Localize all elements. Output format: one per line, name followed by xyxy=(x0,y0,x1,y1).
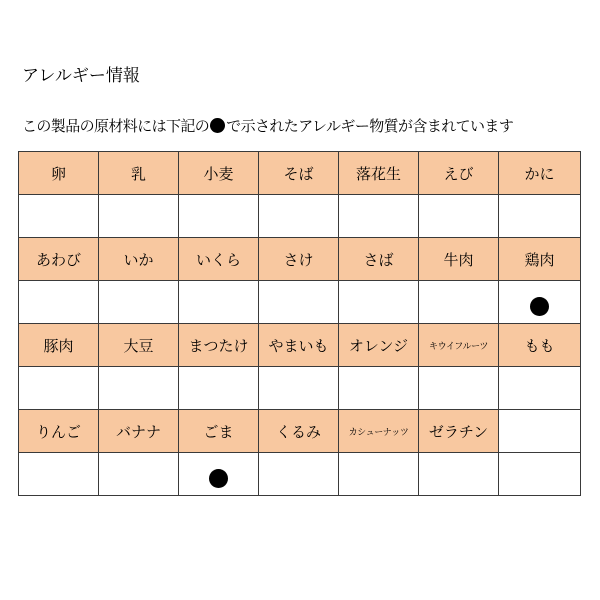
allergen-name-cell: やまいも xyxy=(259,324,339,367)
page-title: アレルギー情報 xyxy=(22,66,140,86)
contains-marker-icon xyxy=(530,297,549,316)
allergen-name-row xyxy=(19,324,581,367)
allergen-mark-cell xyxy=(259,281,339,324)
allergen-mark-cell xyxy=(499,453,581,496)
allergen-mark-cell xyxy=(419,367,499,410)
allergen-name-cell: そば xyxy=(259,152,339,195)
allergen-mark-cell xyxy=(19,367,99,410)
allergen-name-cell: いくら xyxy=(179,238,259,281)
allergen-name-row xyxy=(19,410,581,453)
allergen-mark-cell xyxy=(339,195,419,238)
allergen-mark-cell xyxy=(19,281,99,324)
allergen-name-cell: 牛肉 xyxy=(419,238,499,281)
allergen-mark-cell xyxy=(99,453,179,496)
allergen-mark-cell xyxy=(179,195,259,238)
allergen-mark-cell xyxy=(499,195,581,238)
allergen-mark-cell xyxy=(99,281,179,324)
allergen-name-cell: くるみ xyxy=(259,410,339,453)
allergen-name-cell: りんご xyxy=(19,410,99,453)
allergen-name-cell: さば xyxy=(339,238,419,281)
allergen-name-cell xyxy=(499,410,581,453)
allergen-name-cell: 卵 xyxy=(19,152,99,195)
allergen-mark-cell xyxy=(259,195,339,238)
allergen-mark-cell xyxy=(339,453,419,496)
allergen-mark-cell xyxy=(499,367,581,410)
allergen-mark-row xyxy=(19,453,581,496)
allergen-name-cell: キウイフルーツ xyxy=(419,324,499,367)
allergen-name-cell: バナナ xyxy=(99,410,179,453)
allergen-mark-cell xyxy=(99,195,179,238)
allergen-name-cell: オレンジ xyxy=(339,324,419,367)
allergen-name-cell: いか xyxy=(99,238,179,281)
allergen-name-cell: えび xyxy=(419,152,499,195)
allergen-mark-cell xyxy=(259,453,339,496)
allergen-name-row xyxy=(19,152,581,195)
allergen-name-cell: もも xyxy=(499,324,581,367)
allergen-mark-cell xyxy=(339,281,419,324)
allergen-mark-cell xyxy=(419,453,499,496)
allergen-mark-cell xyxy=(179,453,259,496)
allergen-name-cell: 乳 xyxy=(99,152,179,195)
allergen-mark-cell xyxy=(259,367,339,410)
allergen-mark-cell xyxy=(179,281,259,324)
allergen-name-cell: 小麦 xyxy=(179,152,259,195)
allergen-name-cell: カシューナッツ xyxy=(339,410,419,453)
allergen-mark-cell xyxy=(499,281,581,324)
allergen-mark-row xyxy=(19,195,581,238)
allergen-mark-cell xyxy=(19,195,99,238)
allergen-mark-cell xyxy=(19,453,99,496)
filled-circle-icon xyxy=(210,118,225,133)
allergen-name-cell: 大豆 xyxy=(99,324,179,367)
allergen-table xyxy=(18,151,581,496)
allergen-mark-row xyxy=(19,281,581,324)
allergen-name-cell: 豚肉 xyxy=(19,324,99,367)
allergen-name-cell: かに xyxy=(499,152,581,195)
allergen-mark-cell xyxy=(99,367,179,410)
allergen-name-cell: ゼラチン xyxy=(419,410,499,453)
allergen-mark-cell xyxy=(419,281,499,324)
allergen-mark-cell xyxy=(419,195,499,238)
allergen-name-row xyxy=(19,238,581,281)
allergen-mark-row xyxy=(19,367,581,410)
allergen-name-cell: 鶏肉 xyxy=(499,238,581,281)
description-after: で示されたアレルギー物質が含まれています xyxy=(226,117,514,135)
allergen-name-cell: まつたけ xyxy=(179,324,259,367)
allergen-mark-cell xyxy=(339,367,419,410)
contains-marker-icon xyxy=(209,469,228,488)
allergen-name-cell: さけ xyxy=(259,238,339,281)
allergen-name-cell: ごま xyxy=(179,410,259,453)
allergen-name-cell: あわび xyxy=(19,238,99,281)
description-before: この製品の原材料には下記の xyxy=(22,117,210,135)
allergen-mark-cell xyxy=(179,367,259,410)
allergen-name-cell: 落花生 xyxy=(339,152,419,195)
description xyxy=(22,115,513,137)
